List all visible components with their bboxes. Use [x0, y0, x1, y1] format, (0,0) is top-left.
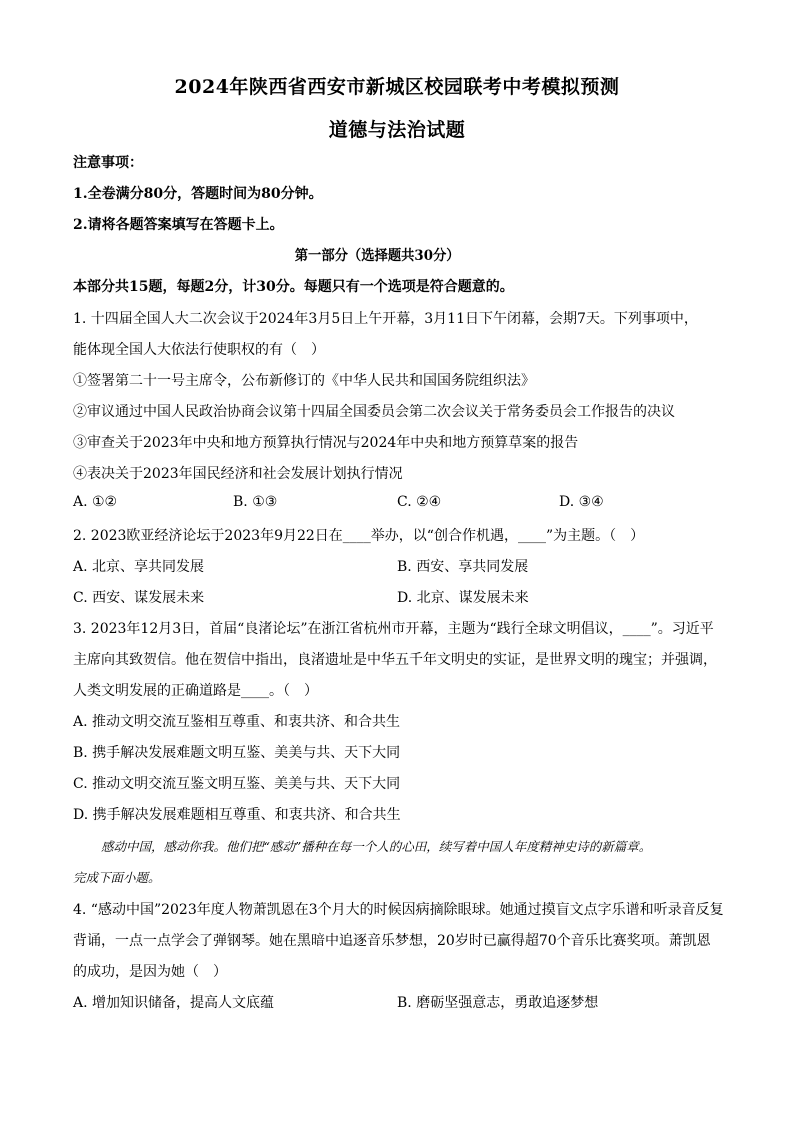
- q3-option-c[interactable]: C. 推动文明交流互鉴文明互鉴、美美与共、天下大同: [73, 776, 401, 792]
- q1-option-a[interactable]: A. ①②: [73, 494, 118, 510]
- q4-stem-line2: 背诵，一点一点学会了弹钢琴。她在黑暗中追逐音乐梦想，20岁时已赢得超70个音乐比赛奖项。萧凯恩: [73, 933, 711, 949]
- notice-item-1: 1.全卷满分80分，答题时间为80分钟。: [73, 186, 323, 202]
- q3-stem-line1: 3. 2023年12月3日，首届“良渚论坛”在浙江省杭州市开幕，主题为“践行全球文明倡议，____”。习近平: [73, 621, 714, 637]
- q2-option-a[interactable]: A. 北京、享共同发展: [73, 559, 205, 575]
- part1-title: 第一部分（选择题共30分）: [294, 248, 460, 264]
- q1-stem-line1: 1. 十四届全国人大二次会议于2024年3月5日上午开幕，3月11日下午闭幕，会期7天。下列事项中，: [73, 311, 698, 327]
- part1-instruction: 本部分共15题，每题2分，计30分。每题只有一个选项是符合题意的。: [73, 279, 514, 295]
- q4-stem-line1: 4. “感动中国”2023年度人物萧凯恩在3个月大的时候因病摘除眼球。她通过摸盲文点字乐谱和听录音反复: [73, 902, 724, 918]
- notice-item-2: 2.请将各题答案填写在答题卡上。: [73, 217, 284, 233]
- q1-statement-4: ④表决关于2023年国民经济和社会发展计划执行情况: [73, 466, 403, 482]
- notice-heading: 注意事项：: [73, 155, 143, 171]
- q2-option-b[interactable]: B. 西安、享共同发展: [397, 559, 529, 575]
- q1-option-d[interactable]: D. ③④: [559, 494, 604, 510]
- q1-option-c[interactable]: C. ②④: [397, 494, 442, 510]
- q1-option-b[interactable]: B. ①③: [233, 494, 278, 510]
- exam-title: 2024年陕西省西安市新城区校园联考中考模拟预测: [174, 76, 620, 98]
- passage-line2: 完成下面小题。: [73, 870, 161, 885]
- passage-line1: 感动中国，感动你我。他们把“感动”播种在每一个人的心田，续写着中国人年度精神史诗的新篇章。: [101, 839, 652, 854]
- q1-stem-line2: 能体现全国人大依法行使职权的有（ ）: [73, 342, 325, 358]
- q1-statement-3: ③审查关于2023年中央和地方预算执行情况与2024年中央和地方预算草案的报告: [73, 435, 579, 451]
- q3-option-d[interactable]: D. 携手解决发展难题相互尊重、和衷共济、和合共生: [73, 807, 401, 823]
- q2-option-d[interactable]: D. 北京、谋发展未来: [397, 590, 529, 606]
- q3-stem-line3: 人类文明发展的正确道路是____。（ ）: [73, 683, 318, 699]
- q1-statement-1: ①签署第二十一号主席令，公布新修订的《中华人民共和国国务院组织法》: [73, 373, 535, 389]
- q3-stem-line2: 主席向其致贺信。他在贺信中指出，良渚遗址是中华五千年文明史的实证，是世界文明的瑰宝；并强调，: [73, 652, 717, 668]
- q1-statement-2: ②审议通过中国人民政治协商会议第十四届全国委员会第二次会议关于常务委员会工作报告的决议: [73, 404, 675, 420]
- q3-option-a[interactable]: A. 推动文明交流互鉴相互尊重、和衷共济、和合共生: [73, 714, 401, 730]
- exam-subtitle: 道德与法治试题: [328, 119, 466, 141]
- q4-option-b[interactable]: B. 磨砺坚强意志，勇敢追逐梦想: [397, 995, 599, 1011]
- q4-stem-line3: 的成功，是因为她（ ）: [73, 964, 227, 980]
- q3-option-b[interactable]: B. 携手解决发展难题文明互鉴、美美与共、天下大同: [73, 745, 401, 761]
- q2-option-c[interactable]: C. 西安、谋发展未来: [73, 590, 205, 606]
- q4-option-a[interactable]: A. 增加知识储备，提高人文底蕴: [73, 995, 275, 1011]
- q2-stem: 2. 2023欧亚经济论坛于2023年9月22日在____举办，以“创合作机遇，____”为主题。（ ）: [73, 528, 645, 544]
